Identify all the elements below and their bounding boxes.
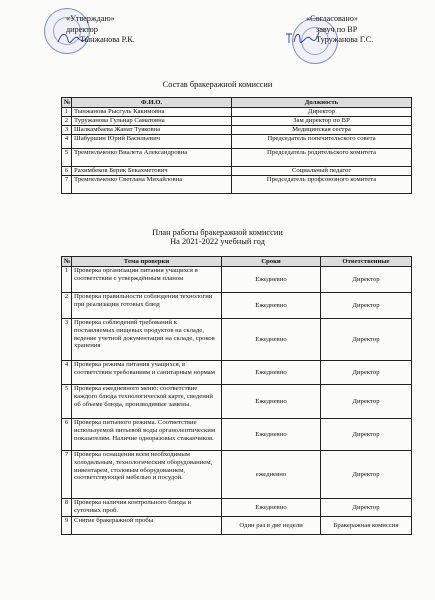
approve-name: Тынжанова Р.К.: [80, 35, 135, 44]
col-term: Сроки: [222, 257, 321, 267]
check-topic: Проверка оснащения всем необходимым холодильным, технологическим оборудованием, инвентарем, столовым оборудованием, соответствующей мебелью и посудой.: [72, 451, 222, 499]
member-name: Рахимбеков Берик Бекахметович: [72, 167, 232, 176]
commission-row: [62, 117, 412, 126]
check-responsible: Директор: [321, 293, 412, 319]
check-responsible: Бракеражная комиссия: [321, 517, 412, 535]
col-position: Должность: [232, 98, 412, 108]
check-term: ежедневно: [222, 451, 321, 499]
check-responsible: Директор: [321, 385, 412, 419]
check-term: Ежедневно: [222, 267, 321, 293]
row-number: 7: [62, 176, 72, 194]
approve-role: директор: [66, 24, 98, 34]
check-responsible: Директор: [321, 267, 412, 293]
check-term: Ежедневно: [222, 361, 321, 385]
row-number: 4: [62, 135, 72, 149]
member-position: Социальный педагог: [232, 167, 412, 176]
plan-row: [62, 385, 412, 419]
check-term: Ежедневно: [222, 499, 321, 517]
plan-table: [61, 256, 412, 535]
check-topic: Снятие бракеражной пробы: [72, 517, 222, 535]
plan-row: [62, 361, 412, 385]
plan-row: [62, 267, 412, 293]
row-number: 1: [62, 267, 72, 293]
commission-row: [62, 126, 412, 135]
signature-left: [56, 30, 90, 46]
row-number: 9: [62, 517, 72, 535]
member-position: Директор: [232, 108, 412, 117]
signature-right: [284, 28, 320, 46]
member-position: Медицинская сестра: [232, 126, 412, 135]
check-topic: Проверка наличия контрольного блюда и суточных проб.: [72, 499, 222, 517]
check-topic: Проверка питьевого режима. Соответствие используемой питьевой воды органолептическим показателям. Наличие одноразовых стаканчиков.: [72, 419, 222, 451]
member-position: Председатель профсоюзного комитета: [232, 176, 412, 194]
member-position: Председатель родительского комитета: [232, 149, 412, 167]
check-responsible: Директор: [321, 319, 412, 361]
col-responsible: Ответственные: [321, 257, 412, 267]
check-topic: Проверка организации питания учащихся в соответствии с утверждённым планом: [72, 267, 222, 293]
check-topic: Проверка ежедневного меню: соответствие каждого блюда технологической карте, сведений об объеме блюда, производимые замены.: [72, 385, 222, 419]
row-number: 7: [62, 451, 72, 499]
check-topic: Проверка правильности соблюдения технологии при реализации готовых блюд: [72, 293, 222, 319]
check-responsible: Директор: [321, 451, 412, 499]
row-number: 3: [62, 319, 72, 361]
check-term: Ежедневно: [222, 385, 321, 419]
member-position: Председатель попечительского совета: [232, 135, 412, 149]
member-position: Зам директор по ВР: [232, 117, 412, 126]
row-number: 3: [62, 126, 72, 135]
row-number: 2: [62, 293, 72, 319]
commission-row: [62, 149, 412, 167]
agree-label: «Согласовано»: [306, 14, 358, 23]
check-term: Ежедневно: [222, 293, 321, 319]
row-number: 6: [62, 419, 72, 451]
row-number: 2: [62, 117, 72, 126]
col-name: Ф.И.О.: [72, 98, 232, 108]
commission-table: [61, 97, 412, 194]
approve-label: «Утверждаю»: [66, 14, 115, 23]
member-name: Тынжанова Рысгуль Какимовна: [72, 108, 232, 117]
plan-row: [62, 319, 412, 361]
plan-row: [62, 517, 412, 535]
plan-row: [62, 419, 412, 451]
plan-row: [62, 293, 412, 319]
agree-name: Туружанова Г.С.: [316, 35, 374, 44]
check-responsible: Директор: [321, 361, 412, 385]
check-responsible: Директор: [321, 419, 412, 451]
commission-row: [62, 108, 412, 117]
check-term: Один раз в две недели: [222, 517, 321, 535]
row-number: 5: [62, 149, 72, 167]
plan-subtitle: На 2021-2022 учебный год: [170, 237, 265, 246]
col-num: №: [62, 257, 72, 267]
plan-title: План работы бракеражной комиссии: [152, 228, 283, 237]
row-number: 8: [62, 499, 72, 517]
member-name: Туружанова Гульнар Саматовна: [72, 117, 232, 126]
commission-row: [62, 176, 412, 194]
plan-row: [62, 451, 412, 499]
commission-row: [62, 135, 412, 149]
agree-role: завуч по ВР: [316, 24, 358, 34]
check-topic: Проверка соблюдений требований к поставляемых пищевых продуктов на складе, ведение учетной документации на складе, сроков хранения: [72, 319, 222, 361]
plan-row: [62, 499, 412, 517]
commission-title: Состав бракеражной комиссии: [162, 80, 273, 89]
check-term: Ежедневно: [222, 419, 321, 451]
commission-row: [62, 167, 412, 176]
member-name: Шабуршин Юрий Васильевич: [72, 135, 232, 149]
col-num: №: [62, 98, 72, 108]
member-name: Тремпельченко Виалета Александровна: [72, 149, 232, 167]
check-topic: Проверка режима питания учащихся, в соответствии требованиям и санитарным нормам: [72, 361, 222, 385]
row-number: 1: [62, 108, 72, 117]
check-responsible: Директор: [321, 499, 412, 517]
row-number: 5: [62, 385, 72, 419]
member-name: Шалкамбаева Жанат Туяковна: [72, 126, 232, 135]
check-term: Ежедневно: [222, 319, 321, 361]
member-name: Тремпельченко Светлана Михайловна: [72, 176, 232, 194]
col-topic: Тема проверки: [72, 257, 222, 267]
row-number: 6: [62, 167, 72, 176]
row-number: 4: [62, 361, 72, 385]
